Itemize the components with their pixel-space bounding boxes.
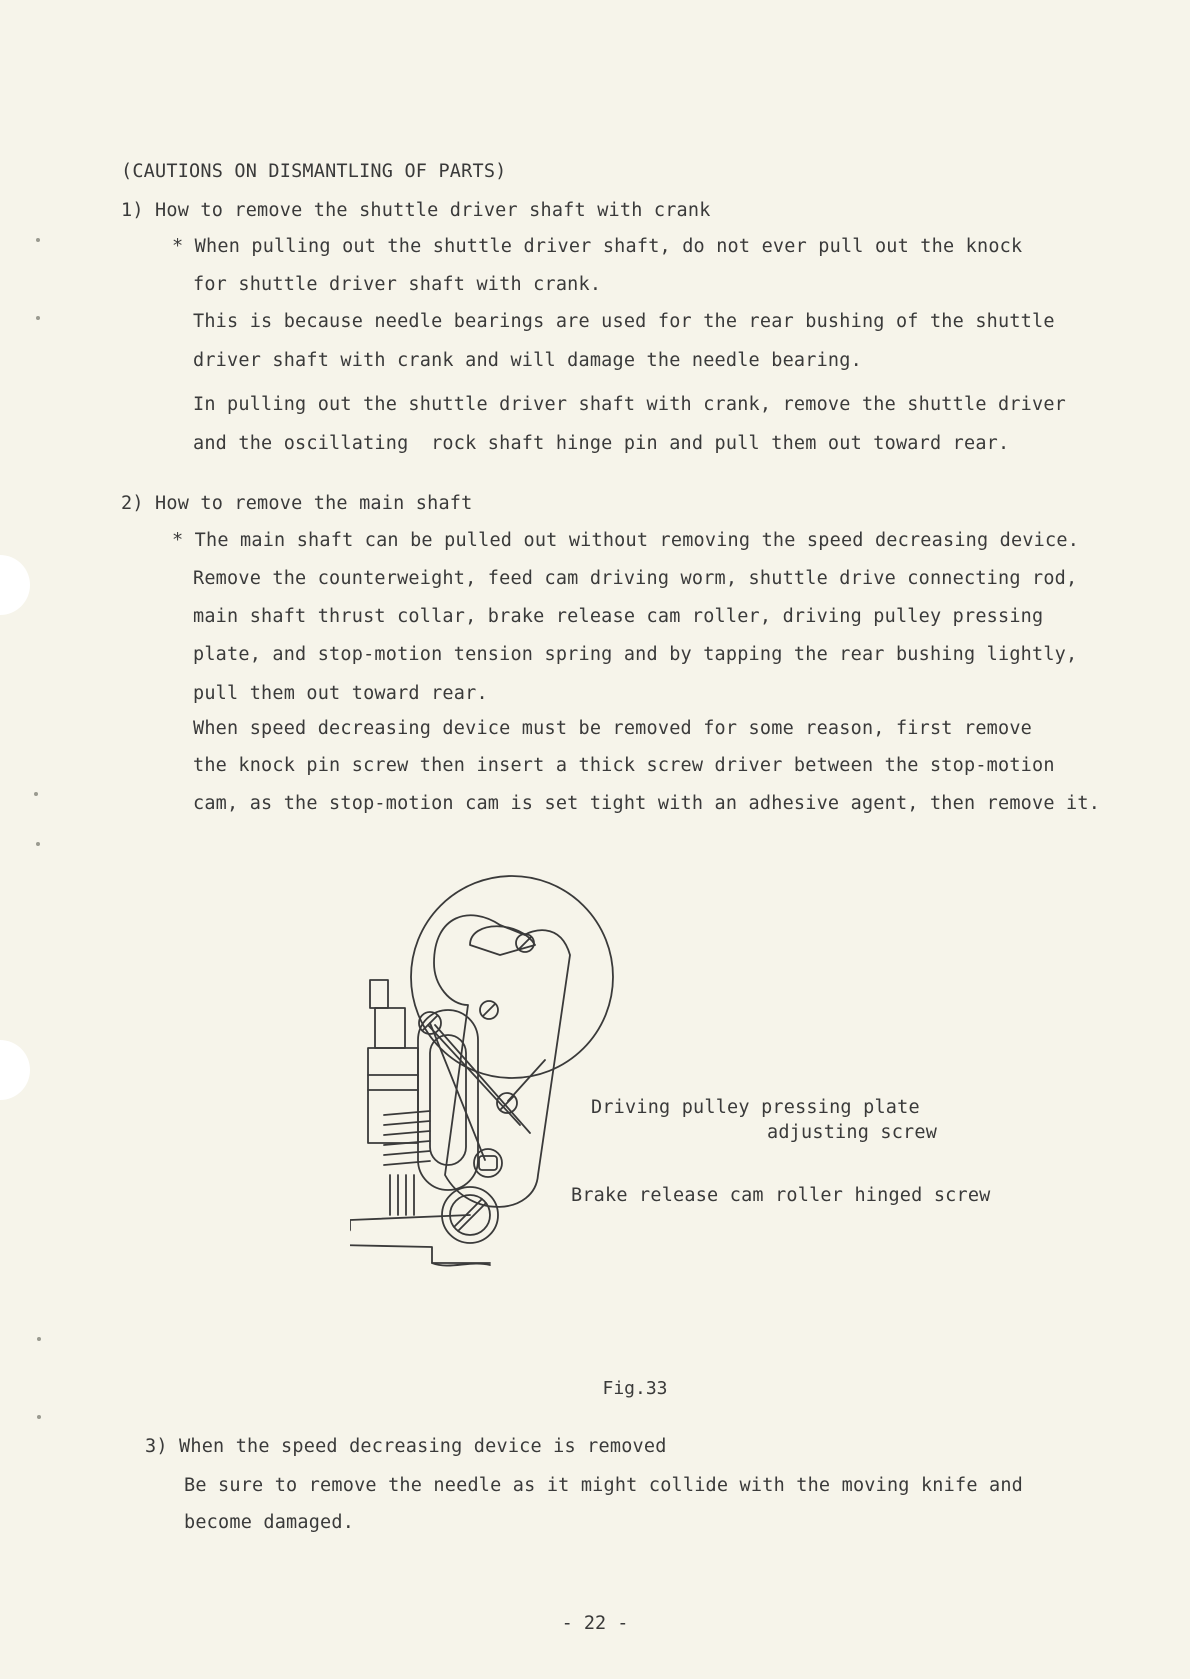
paragraph-line: driver shaft with crank and will damage the needle bearing. [193,350,862,371]
paragraph-line: the knock pin screw then insert a thick screw driver between the stop-motion [193,755,1055,776]
speck [36,238,40,242]
paragraph-line: and the oscillating rock shaft hinge pin and pull them out toward rear. [193,433,1010,454]
callout-adjusting-screw: adjusting screw [767,1122,938,1143]
paragraph-line: This is because needle bearings are used for the rear bushing of the shuttle [193,311,1055,332]
speck [36,842,40,846]
paragraph-line: Remove the counterweight, feed cam driving worm, shuttle drive connecting rod, [193,568,1078,589]
paragraph-line: * The main shaft can be pulled out without removing the speed decreasing device. [172,530,1080,551]
paragraph-line: for shuttle driver shaft with crank. [193,274,602,295]
section-2-title: 2) How to remove the main shaft [121,493,473,514]
callout-brake-release: Brake release cam roller hinged screw [571,1185,991,1206]
page-number: - 22 - [561,1613,629,1634]
section-1-title: 1) How to remove the shuttle driver shaft with crank [121,200,711,221]
paragraph-line: cam, as the stop-motion cam is set tight with an adhesive agent, then remove it. [193,793,1101,814]
paragraph-line: become damaged. [184,1512,355,1533]
section-3-title: 3) When the speed decreasing device is removed [145,1436,667,1457]
speck [37,1337,41,1341]
paragraph-line: In pulling out the shuttle driver shaft with crank, remove the shuttle driver [193,394,1067,415]
figure-caption: Fig.33 [602,1378,668,1399]
speck [36,316,40,320]
paragraph-line: * When pulling out the shuttle driver shaft, do not ever pull out the knock [172,236,1023,257]
pulley-disc [411,876,613,1078]
section-heading: (CAUTIONS ON DISMANTLING OF PARTS) [121,161,507,182]
binder-hole-top [0,555,30,615]
paragraph-line: Be sure to remove the needle as it might collide with the moving knife and [184,1475,1024,1496]
speck [34,792,38,796]
paragraph-line: main shaft thrust collar, brake release cam roller, driving pulley pressing [193,606,1044,627]
callout-driving-pulley: Driving pulley pressing plate [591,1097,920,1118]
binder-hole-middle [0,1040,30,1100]
paragraph-line: pull them out toward rear. [193,683,488,704]
paragraph-line: When speed decreasing device must be removed for some reason, first remove [193,718,1033,739]
paragraph-line: plate, and stop-motion tension spring and by tapping the rear bushing lightly, [193,644,1078,665]
speck [37,1415,41,1419]
